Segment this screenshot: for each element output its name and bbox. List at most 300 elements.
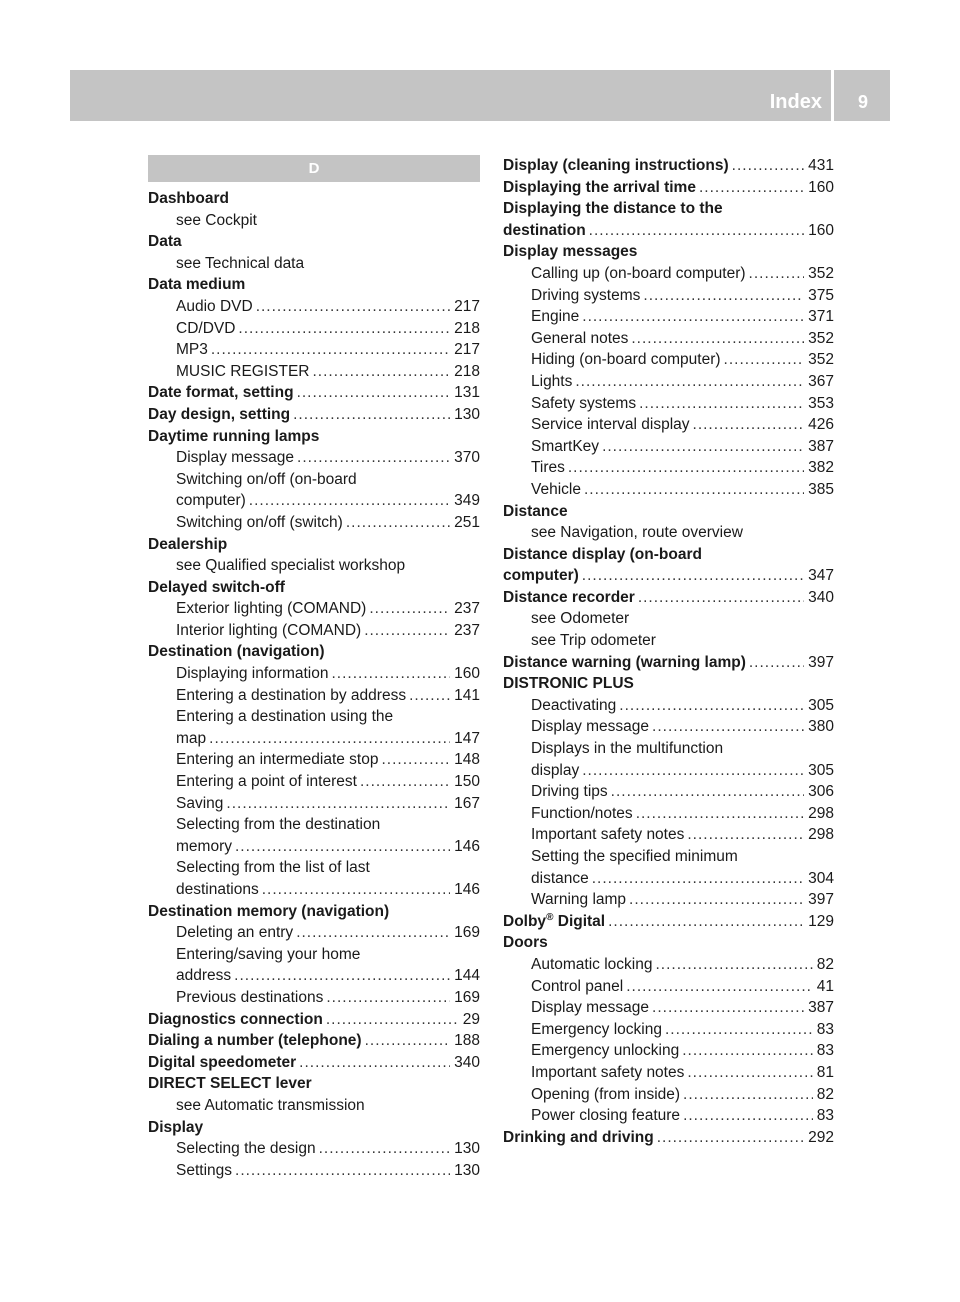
dot-leader bbox=[655, 954, 812, 976]
index-page-number: 150 bbox=[454, 773, 480, 791]
index-entry bbox=[148, 534, 480, 556]
index-entry bbox=[148, 1030, 480, 1052]
index-page-number: 353 bbox=[808, 394, 834, 412]
index-page-number: 397 bbox=[808, 891, 834, 909]
index-page-number: 218 bbox=[454, 362, 480, 380]
dot-leader bbox=[249, 490, 450, 512]
index-entry bbox=[148, 641, 480, 663]
index-entry-text: address bbox=[176, 967, 232, 985]
index-entry-text: MUSIC REGISTER bbox=[176, 362, 310, 380]
index-entry-text: General notes bbox=[531, 329, 629, 347]
index-entry bbox=[148, 836, 480, 858]
index-entry-text: Automatic locking bbox=[531, 955, 653, 973]
dot-leader bbox=[209, 728, 450, 750]
dot-leader bbox=[256, 296, 450, 318]
index-entry-text: Digital speedometer bbox=[148, 1053, 297, 1071]
index-page-number: 251 bbox=[454, 513, 480, 531]
index-entry bbox=[148, 685, 480, 707]
dot-leader bbox=[365, 1030, 451, 1052]
dot-leader bbox=[568, 457, 804, 479]
index-page-number: 305 bbox=[808, 696, 834, 714]
index-page-number: 370 bbox=[454, 449, 480, 467]
index-page-number: 82 bbox=[816, 1085, 834, 1103]
dot-leader bbox=[631, 328, 804, 350]
index-entry bbox=[148, 879, 480, 901]
dot-leader bbox=[211, 339, 450, 361]
index-page-number: 305 bbox=[808, 761, 834, 779]
index-entry-text: computer) bbox=[176, 492, 246, 510]
index-page-number: 371 bbox=[808, 308, 834, 326]
index-page-number: 347 bbox=[808, 567, 834, 585]
index-entry bbox=[503, 371, 834, 393]
dot-leader bbox=[346, 512, 450, 534]
index-page-number: 298 bbox=[808, 826, 834, 844]
index-page-number: 237 bbox=[454, 600, 480, 618]
index-page-number: 387 bbox=[808, 437, 834, 455]
dot-leader bbox=[369, 598, 450, 620]
dot-leader bbox=[296, 922, 450, 944]
dot-leader bbox=[693, 414, 805, 436]
index-entry bbox=[503, 716, 834, 738]
index-entry bbox=[148, 231, 480, 253]
index-page-number: 160 bbox=[808, 178, 834, 196]
dot-leader bbox=[636, 803, 804, 825]
index-entry-text: Selecting from the list of last bbox=[176, 859, 370, 877]
registered-mark: ® bbox=[546, 911, 554, 923]
index-entry bbox=[503, 328, 834, 350]
dot-leader bbox=[582, 565, 804, 587]
dot-leader bbox=[319, 1138, 451, 1160]
index-entry-text: Previous destinations bbox=[176, 988, 324, 1006]
index-entry bbox=[148, 771, 480, 793]
index-entry-text: Switching on/off (on-board bbox=[176, 470, 357, 488]
dot-leader bbox=[699, 177, 804, 199]
index-entry bbox=[503, 1019, 834, 1041]
index-entry-text: see Automatic transmission bbox=[176, 1096, 365, 1114]
index-entry-text: Data medium bbox=[148, 276, 246, 294]
index-entry-text: Date format, setting bbox=[148, 384, 294, 402]
index-page-number: 292 bbox=[808, 1128, 834, 1146]
dot-leader bbox=[381, 749, 450, 771]
index-entry bbox=[503, 889, 834, 911]
index-page-number: 169 bbox=[454, 924, 480, 942]
index-entry bbox=[503, 760, 834, 782]
index-page-number: 130 bbox=[454, 1140, 480, 1158]
dot-leader bbox=[749, 263, 805, 285]
dot-leader bbox=[732, 155, 804, 177]
index-entry-text: Diagnostics connection bbox=[148, 1010, 323, 1028]
index-page-number: 340 bbox=[808, 588, 834, 606]
index-entry-text: Service interval display bbox=[531, 416, 690, 434]
index-entry-text-suffix: Digital bbox=[553, 912, 606, 930]
dot-leader bbox=[293, 404, 450, 426]
dot-leader bbox=[238, 318, 450, 340]
dot-leader bbox=[682, 1040, 813, 1062]
index-entry bbox=[148, 188, 480, 210]
index-entry-text: Interior lighting (COMAND) bbox=[176, 621, 362, 639]
index-page-number: 380 bbox=[808, 718, 834, 736]
index-entry bbox=[503, 803, 834, 825]
index-page-number: 130 bbox=[454, 1161, 480, 1179]
index-entry-text: Switching on/off (switch) bbox=[176, 513, 343, 531]
index-entry-text: Power closing feature bbox=[531, 1107, 681, 1125]
index-entry bbox=[503, 544, 834, 566]
dot-leader bbox=[589, 220, 804, 242]
index-page-number: 382 bbox=[808, 459, 834, 477]
index-entry-text: Displaying information bbox=[176, 665, 329, 683]
index-entry-text: Deactivating bbox=[531, 696, 617, 714]
index-entry-text: Dialing a number (telephone) bbox=[148, 1032, 362, 1050]
index-entry bbox=[148, 1073, 480, 1095]
dot-leader bbox=[619, 695, 804, 717]
index-entry-text: see Trip odometer bbox=[531, 632, 656, 650]
index-entry-text: Important safety notes bbox=[531, 826, 685, 844]
index-entry bbox=[148, 339, 480, 361]
index-entry-text: Driving tips bbox=[531, 783, 608, 801]
dot-leader bbox=[749, 652, 804, 674]
index-entry bbox=[503, 436, 834, 458]
index-entry bbox=[503, 1105, 834, 1127]
index-entry-text: see Qualified specialist workshop bbox=[176, 557, 406, 575]
index-entry bbox=[503, 781, 834, 803]
dot-leader bbox=[582, 760, 804, 782]
index-entry bbox=[148, 1117, 480, 1139]
index-page-number: 352 bbox=[808, 264, 834, 282]
index-entry bbox=[503, 241, 834, 263]
index-entry bbox=[503, 393, 834, 415]
index-entry-text: Daytime running lamps bbox=[148, 427, 320, 445]
index-entry bbox=[503, 501, 834, 523]
index-entry-text: Destination memory (navigation) bbox=[148, 902, 390, 920]
dot-leader bbox=[687, 1062, 812, 1084]
dot-leader bbox=[312, 361, 450, 383]
index-entry bbox=[148, 965, 480, 987]
dot-leader bbox=[297, 382, 451, 404]
index-page-number: 130 bbox=[454, 405, 480, 423]
index-entry bbox=[148, 1009, 480, 1031]
index-entry-text: DIRECT SELECT lever bbox=[148, 1075, 312, 1093]
index-entry bbox=[503, 263, 834, 285]
index-entry bbox=[503, 285, 834, 307]
index-entry-text: see Navigation, route overview bbox=[531, 524, 743, 542]
index-page-number: 385 bbox=[808, 480, 834, 498]
dot-leader bbox=[652, 997, 804, 1019]
index-entry bbox=[148, 620, 480, 642]
index-entry bbox=[503, 457, 834, 479]
index-entry bbox=[503, 932, 834, 954]
dot-leader bbox=[360, 771, 450, 793]
index-entry bbox=[503, 1127, 834, 1149]
index-page-number: 217 bbox=[454, 341, 480, 359]
index-page-number: 340 bbox=[454, 1053, 480, 1071]
index-entry bbox=[503, 349, 834, 371]
index-entry-text: Day design, setting bbox=[148, 405, 291, 423]
index-page-number: 41 bbox=[816, 977, 834, 995]
index-page-number: 431 bbox=[808, 157, 834, 174]
index-page-number: 160 bbox=[454, 665, 480, 683]
index-page-number: 141 bbox=[454, 686, 480, 704]
index-entry-text: see Technical data bbox=[176, 254, 305, 272]
index-page-number: 146 bbox=[454, 881, 480, 898]
index-entry bbox=[148, 361, 480, 383]
index-entry bbox=[148, 1138, 480, 1160]
index-entry bbox=[148, 1052, 480, 1074]
index-entry bbox=[503, 587, 834, 609]
index-entry-text: distance bbox=[531, 869, 589, 887]
dot-leader bbox=[665, 1019, 813, 1041]
dot-leader bbox=[575, 371, 804, 393]
index-entry bbox=[148, 814, 480, 836]
index-entry-text: Displaying the arrival time bbox=[503, 178, 696, 196]
index-entry bbox=[503, 738, 834, 760]
index-entry bbox=[503, 824, 834, 846]
index-entry bbox=[148, 987, 480, 1009]
index-entry bbox=[148, 447, 480, 469]
index-entry bbox=[503, 1040, 834, 1062]
index-entry bbox=[148, 1095, 480, 1117]
index-page-number: 352 bbox=[808, 351, 834, 369]
index-entry bbox=[148, 598, 480, 620]
index-page-number: 146 bbox=[454, 837, 480, 855]
letter-heading: D bbox=[148, 155, 480, 182]
index-entry-text: Dashboard bbox=[148, 190, 229, 207]
index-entry bbox=[148, 296, 480, 318]
index-entry-text: Tires bbox=[531, 459, 565, 477]
index-entry bbox=[148, 490, 480, 512]
index-entry bbox=[503, 479, 834, 501]
index-page-number: 397 bbox=[808, 653, 834, 671]
index-column-left bbox=[148, 155, 480, 1181]
index-entry-text: Distance warning (warning lamp) bbox=[503, 653, 746, 671]
index-entry-text: Distance recorder bbox=[503, 588, 635, 606]
dot-leader bbox=[582, 306, 804, 328]
dot-leader bbox=[626, 976, 813, 998]
index-entry bbox=[503, 155, 834, 177]
dot-leader bbox=[234, 965, 450, 987]
dot-leader bbox=[262, 879, 450, 901]
index-page-number: 131 bbox=[454, 384, 480, 402]
index-entry bbox=[148, 944, 480, 966]
index-entry-text: destination bbox=[503, 221, 586, 239]
index-entry-text: Lights bbox=[531, 372, 573, 390]
index-entry-text: Delayed switch-off bbox=[148, 578, 285, 596]
index-entry bbox=[503, 954, 834, 976]
index-entry-text: Entering a destination using the bbox=[176, 708, 394, 726]
index-entry-text: Control panel bbox=[531, 977, 624, 995]
index-entry-text: Important safety notes bbox=[531, 1063, 685, 1081]
index-entry-text: Data bbox=[148, 233, 182, 251]
index-entry bbox=[503, 1084, 834, 1106]
index-entry-text: DISTRONIC PLUS bbox=[503, 675, 634, 693]
index-entry bbox=[148, 901, 480, 923]
index-entry-text: Displaying the distance to the bbox=[503, 200, 723, 218]
index-page-number: 387 bbox=[808, 999, 834, 1017]
index-page-number: 83 bbox=[816, 1020, 834, 1038]
index-entry bbox=[503, 673, 834, 695]
index-entry bbox=[148, 274, 480, 296]
dot-leader bbox=[299, 1052, 450, 1074]
index-entry-text: see Cockpit bbox=[176, 211, 257, 229]
dot-leader bbox=[297, 447, 450, 469]
index-entry-text: Deleting an entry bbox=[176, 924, 294, 942]
dot-leader bbox=[409, 685, 450, 707]
index-entry-text: map bbox=[176, 729, 207, 747]
index-entry-text: Emergency unlocking bbox=[531, 1042, 680, 1060]
index-page-number: 169 bbox=[454, 988, 480, 1006]
index-list-right bbox=[503, 155, 834, 1148]
dot-leader bbox=[602, 436, 804, 458]
index-entry-text: Displays in the multifunction bbox=[531, 740, 724, 758]
index-entry-text: Destination (navigation) bbox=[148, 643, 325, 661]
index-entry bbox=[503, 868, 834, 890]
index-entry-text: Dolby® Digital bbox=[503, 911, 606, 930]
dot-leader bbox=[683, 1084, 813, 1106]
index-entry-text: Emergency locking bbox=[531, 1020, 662, 1038]
index-entry bbox=[148, 512, 480, 534]
index-entry-text: Vehicle bbox=[531, 480, 581, 498]
index-entry-text: Selecting the design bbox=[176, 1140, 316, 1158]
dot-leader bbox=[364, 620, 450, 642]
dot-leader bbox=[326, 1009, 459, 1031]
index-entry bbox=[148, 922, 480, 944]
index-page-number: 352 bbox=[808, 329, 834, 347]
dot-leader bbox=[724, 349, 805, 371]
index-page-number: 160 bbox=[808, 221, 834, 239]
index-page-number: 304 bbox=[808, 869, 834, 887]
index-entry bbox=[503, 414, 834, 436]
index-entry-text: Engine bbox=[531, 308, 580, 326]
index-entry-text: Opening (from inside) bbox=[531, 1085, 681, 1103]
index-entry-text: Drinking and driving bbox=[503, 1128, 654, 1146]
index-entry-text: Entering a point of interest bbox=[176, 773, 357, 791]
index-page-number: 367 bbox=[808, 372, 834, 390]
index-entry-text: Warning lamp bbox=[531, 891, 627, 909]
index-entry-text: display bbox=[531, 761, 580, 779]
index-entry-text: SmartKey bbox=[531, 437, 600, 455]
index-page-number: 218 bbox=[454, 319, 480, 337]
index-entry-text: destinations bbox=[176, 881, 259, 898]
index-entry-text: Dealership bbox=[148, 535, 228, 553]
dot-leader bbox=[652, 716, 804, 738]
page-header-title: Index bbox=[769, 91, 822, 113]
index-entry bbox=[148, 318, 480, 340]
index-entry bbox=[503, 522, 834, 544]
dot-leader bbox=[235, 836, 450, 858]
dot-leader bbox=[592, 868, 804, 890]
index-entry bbox=[148, 382, 480, 404]
index-entry-text: Distance bbox=[503, 502, 568, 520]
index-entry bbox=[148, 1160, 480, 1182]
index-page-number: 148 bbox=[454, 751, 480, 769]
index-page-number: 298 bbox=[808, 804, 834, 822]
index-page-number: 83 bbox=[816, 1107, 834, 1125]
dot-leader bbox=[235, 1160, 450, 1182]
index-entry bbox=[148, 426, 480, 448]
index-entry-text: Doors bbox=[503, 934, 548, 952]
index-page-number: 129 bbox=[808, 912, 834, 930]
index-entry bbox=[503, 198, 834, 220]
index-page-number: 167 bbox=[454, 794, 480, 812]
index-entry bbox=[148, 857, 480, 879]
index-entry bbox=[148, 404, 480, 426]
index-entry bbox=[148, 577, 480, 599]
index-entry-text: CD/DVD bbox=[176, 319, 236, 337]
index-entry bbox=[148, 706, 480, 728]
index-page-number: 349 bbox=[454, 492, 480, 510]
index-entry-text: Audio DVD bbox=[176, 297, 253, 315]
index-page-number: 29 bbox=[462, 1010, 480, 1028]
index-page-number: 426 bbox=[808, 416, 834, 434]
index-entry-text: Setting the specified minimum bbox=[531, 848, 738, 865]
index-entry-text: Display bbox=[148, 1118, 204, 1136]
dot-leader bbox=[584, 479, 804, 501]
index-entry-text: Entering/saving your home bbox=[176, 945, 361, 963]
index-entry bbox=[148, 555, 480, 577]
index-entry-text: Display message bbox=[531, 999, 650, 1017]
index-entry-text: Settings bbox=[176, 1161, 233, 1179]
index-page-number: 188 bbox=[454, 1032, 480, 1050]
index-entry-text: Entering a destination by address bbox=[176, 686, 407, 704]
index-entry-text: Entering an intermediate stop bbox=[176, 751, 379, 769]
index-page-number: 144 bbox=[454, 967, 480, 985]
header-divider bbox=[831, 70, 834, 121]
dot-leader bbox=[629, 889, 804, 911]
index-entry-text: memory bbox=[176, 837, 232, 855]
dot-leader bbox=[683, 1105, 813, 1127]
index-entry bbox=[503, 306, 834, 328]
dot-leader bbox=[611, 781, 804, 803]
index-page-number: 306 bbox=[808, 783, 834, 801]
index-entry bbox=[503, 177, 834, 199]
index-page-number: 82 bbox=[816, 955, 834, 973]
index-entry-text: Function/notes bbox=[531, 804, 633, 822]
index-entry-text: Display (cleaning instructions) bbox=[503, 157, 729, 174]
index-entry bbox=[148, 728, 480, 750]
index-entry bbox=[503, 846, 834, 868]
index-entry bbox=[148, 469, 480, 491]
index-entry bbox=[503, 1062, 834, 1084]
index-entry bbox=[503, 565, 834, 587]
index-list-left bbox=[148, 188, 480, 1181]
index-entry-text: Saving bbox=[176, 794, 224, 812]
index-page-number: 147 bbox=[454, 729, 480, 747]
index-entry-text: Display message bbox=[176, 449, 295, 467]
dot-leader bbox=[326, 987, 450, 1009]
index-entry bbox=[503, 976, 834, 998]
page-header-bar bbox=[70, 70, 890, 121]
index-entry-text: Selecting from the destination bbox=[176, 816, 381, 834]
index-entry bbox=[503, 997, 834, 1019]
index-entry bbox=[148, 793, 480, 815]
index-page-number: 83 bbox=[816, 1042, 834, 1060]
index-entry bbox=[148, 253, 480, 275]
index-page-number: 217 bbox=[454, 297, 480, 315]
index-entry-text: Display messages bbox=[503, 243, 638, 261]
page-number: 9 bbox=[857, 92, 868, 112]
index-entry-text: Driving systems bbox=[531, 286, 641, 304]
index-entry bbox=[503, 608, 834, 630]
dot-leader bbox=[639, 393, 804, 415]
index-entry-text: Exterior lighting (COMAND) bbox=[176, 600, 367, 618]
dot-leader bbox=[608, 911, 804, 933]
dot-leader bbox=[332, 663, 451, 685]
index-page-number: 375 bbox=[808, 286, 834, 304]
index-entry-text: Safety systems bbox=[531, 394, 637, 412]
index-entry-text: computer) bbox=[503, 567, 579, 585]
index-entry-text: MP3 bbox=[176, 341, 208, 359]
index-entry bbox=[503, 695, 834, 717]
index-entry-text: Hiding (on-board computer) bbox=[531, 351, 721, 369]
